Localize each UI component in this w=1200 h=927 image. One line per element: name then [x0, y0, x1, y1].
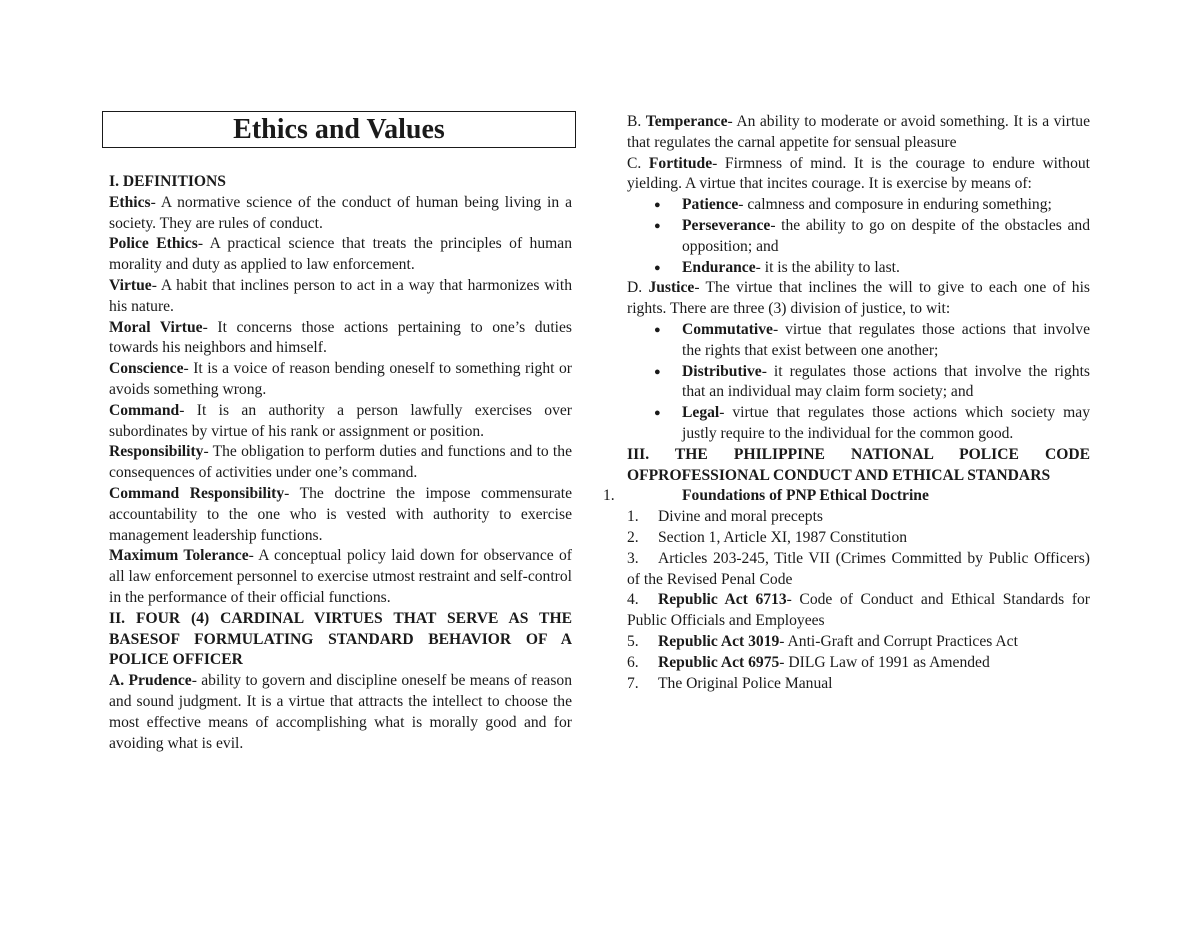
- definition-police-ethics: Police Ethics- A practical science that treats the principles of human morality and duty as applied to law enforcement.: [109, 235, 572, 274]
- list-item: 1. Divine and moral precepts: [627, 508, 823, 526]
- section-heading-pnp-code: III. THE PHILIPPINE NATIONAL POLICE CODE OFPROFESSIONAL CONDUCT AND ETHICAL STANDARS: [627, 445, 1090, 484]
- list-item: ● Patience- calmness and composure in enduring something;: [627, 195, 1090, 216]
- list-item: ● Legal- virtue that regulates those actions which society may justly require to the individual for the common good.: [627, 403, 1090, 445]
- definition-maximum-tolerance: Maximum Tolerance- A conceptual policy laid down for observance of all law enforcement personnel to exercise utmost restraint and self-control in the performance of their official functions.: [109, 547, 572, 606]
- definition-virtue: Virtue- A habit that inclines person to act in a way that harmonizes with his nature.: [109, 276, 572, 315]
- right-column: [603, 112, 1091, 694]
- list-item: ● Perseverance- the ability to go on despite of the obstacles and opposition; and: [627, 216, 1090, 258]
- definition-moral-virtue: Moral Virtue- It concerns those actions pertaining to one’s duties towards his neighbors and himself.: [109, 318, 573, 357]
- foundations-list: [627, 507, 1090, 694]
- list-item: ● Endurance- it is the ability to last.: [627, 258, 1090, 279]
- definition-conscience: Conscience- It is a voice of reason bending oneself to something right or avoids something wrong.: [109, 360, 572, 398]
- list-item: 7. The Original Police Manual: [627, 674, 833, 692]
- virtue-justice: D. Justice- The virtue that inclines the will to give to each one of his rights. There are three (3) division of justice, to wit:: [627, 279, 1090, 318]
- section-heading-cardinal-virtues: II. FOUR (4) CARDINAL VIRTUES THAT SERVE AS THE BASESOF FORMULATING STANDARD BEHAVIOR OF A POLICE OFFICER: [109, 609, 572, 669]
- definition-command-responsibility: Command Responsibility- The doctrine the impose commensurate accountability to the one who is vested with authority to exercise management leadership functions.: [109, 484, 572, 544]
- list-item: 5. Republic Act 3019- Anti-Graft and Corrupt Practices Act: [627, 632, 1018, 650]
- justice-list: [627, 320, 1090, 445]
- definition-responsibility: Responsibility- The obligation to perform duties and functions and to the consequences of activities under one’s command.: [109, 443, 572, 482]
- list-item: ● Distributive- it regulates those actions that involve the rights that an individual may claim form society; and: [627, 362, 1090, 404]
- list-item: 2. Section 1, Article XI, 1987 Constitution: [627, 528, 908, 546]
- list-item: 4. Republic Act 6713- Code of Conduct and Ethical Standards for Public Officials and Employees: [627, 591, 1090, 630]
- definition-command: Command- It is an authority a person lawfully exercises over subordinates by virtue of his rank or assignment or position.: [109, 401, 572, 440]
- document-title: Ethics and Values: [102, 111, 576, 148]
- virtue-temperance: B. Temperance- An ability to moderate or avoid something. It is a virtue that regulates the carnal appetite for sensual pleasure: [627, 113, 1091, 151]
- virtue-fortitude: C. Fortitude- Firmness of mind. It is the courage to endure without yielding. A virtue that incites courage. It is exercise by means of:: [627, 154, 1090, 193]
- left-column: [109, 172, 572, 754]
- virtue-prudence: A. Prudence- ability to govern and discipline oneself be means of reason and sound judgment. It is a virtue that attracts the intellect to choose the most effective means of accomplishing what is morally good and for avoiding what is evil.: [109, 672, 572, 752]
- list-item: 6. Republic Act 6975- DILG Law of 1991 as Amended: [627, 653, 990, 671]
- foundations-heading: 1. Foundations of PNP Ethical Doctrine: [603, 487, 929, 505]
- list-item: ● Commutative- virtue that regulates those actions that involve the rights that exist between one another;: [627, 320, 1090, 362]
- section-heading-definitions: I. DEFINITIONS: [109, 173, 226, 190]
- list-item: 3. Articles 203-245, Title VII (Crimes Committed by Public Officers) of the Revised Penal Code: [627, 549, 1090, 588]
- definition-ethics: Ethics- A normative science of the conduct of human being living in a society. They are rules of conduct.: [109, 193, 572, 232]
- fortitude-list: [627, 195, 1090, 278]
